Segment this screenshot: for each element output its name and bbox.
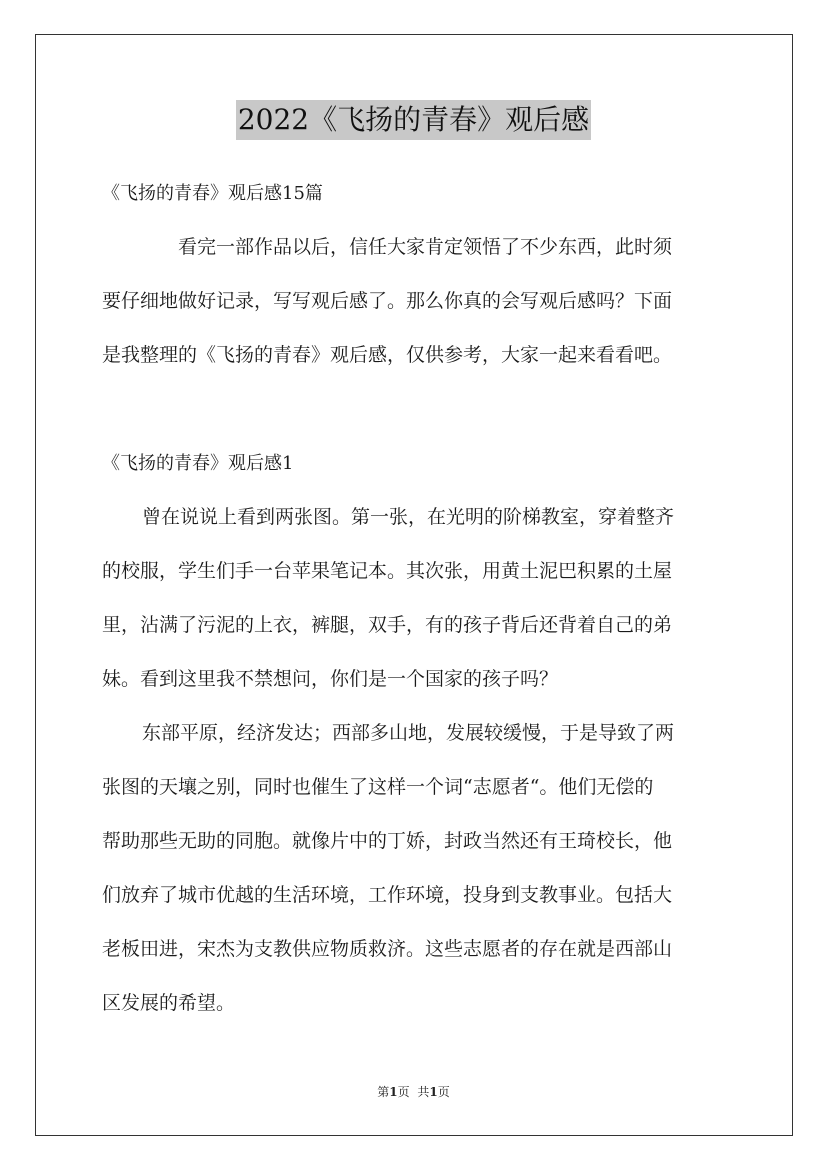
paragraph-line: 张图的天壤之别，同时也催生了这样一个词“志愿者“。他们无偿的 xyxy=(102,776,654,798)
title-wrap xyxy=(0,100,827,140)
page-suffix: 页 xyxy=(397,1085,410,1099)
paragraph-line: 们放弃了城市优越的生活环境，工作环境，投身到支教事业。包括大 xyxy=(102,884,673,906)
paragraph-line: 妹。看到这里我不禁想问，你们是一个国家的孩子吗？ xyxy=(102,668,559,690)
paragraph-line: 老板田进，宋杰为支教供应物质救济。这些志愿者的存在就是西部山 xyxy=(102,938,673,960)
page-current: 1 xyxy=(389,1085,398,1099)
intro-line: 是我整理的《飞扬的青春》观后感，仅供参考，大家一起来看看吧。 xyxy=(102,344,673,366)
paragraph-1 xyxy=(102,490,728,706)
section-heading: 《飞扬的青春》观后感1 xyxy=(102,453,294,474)
intro-paragraph xyxy=(102,220,728,382)
paragraph-line: 东部平原，经济发达；西部多山地，发展较缓慢，于是导致了两 xyxy=(142,722,675,744)
paragraph-line: 帮助那些无助的同胞。就像片中的丁娇，封政当然还有王琦校长，他 xyxy=(102,830,673,852)
total-suffix: 页 xyxy=(437,1085,450,1099)
paragraph-line: 曾在说说上看到两张图。第一张，在光明的阶梯教室，穿着整齐 xyxy=(142,506,675,528)
intro-line: 要仔细地做好记录，写写观后感了。那么你真的会写观后感吗？下面 xyxy=(102,290,673,312)
paragraph-line: 区发展的希望。 xyxy=(102,992,236,1014)
paragraph-line: 里，沾满了污泥的上衣，裤腿，双手，有的孩子背后还背着自己的弟 xyxy=(102,614,673,636)
page-total: 1 xyxy=(429,1085,438,1099)
paragraph-line: 的校服，学生们手一台苹果笔记本。其次张，用黄土泥巴积累的土屋 xyxy=(102,560,673,582)
total-prefix: 共 xyxy=(417,1085,430,1099)
page-prefix: 第 xyxy=(377,1085,390,1099)
page-footer xyxy=(0,1084,827,1100)
document-title: 2022《飞扬的青春》观后感 xyxy=(236,100,591,140)
document-subtitle: 《飞扬的青春》观后感15篇 xyxy=(102,183,323,204)
paragraph-2 xyxy=(102,706,728,1030)
intro-line: 看完一部作品以后，信任大家肯定领悟了不少东西，此时须 xyxy=(178,236,673,258)
